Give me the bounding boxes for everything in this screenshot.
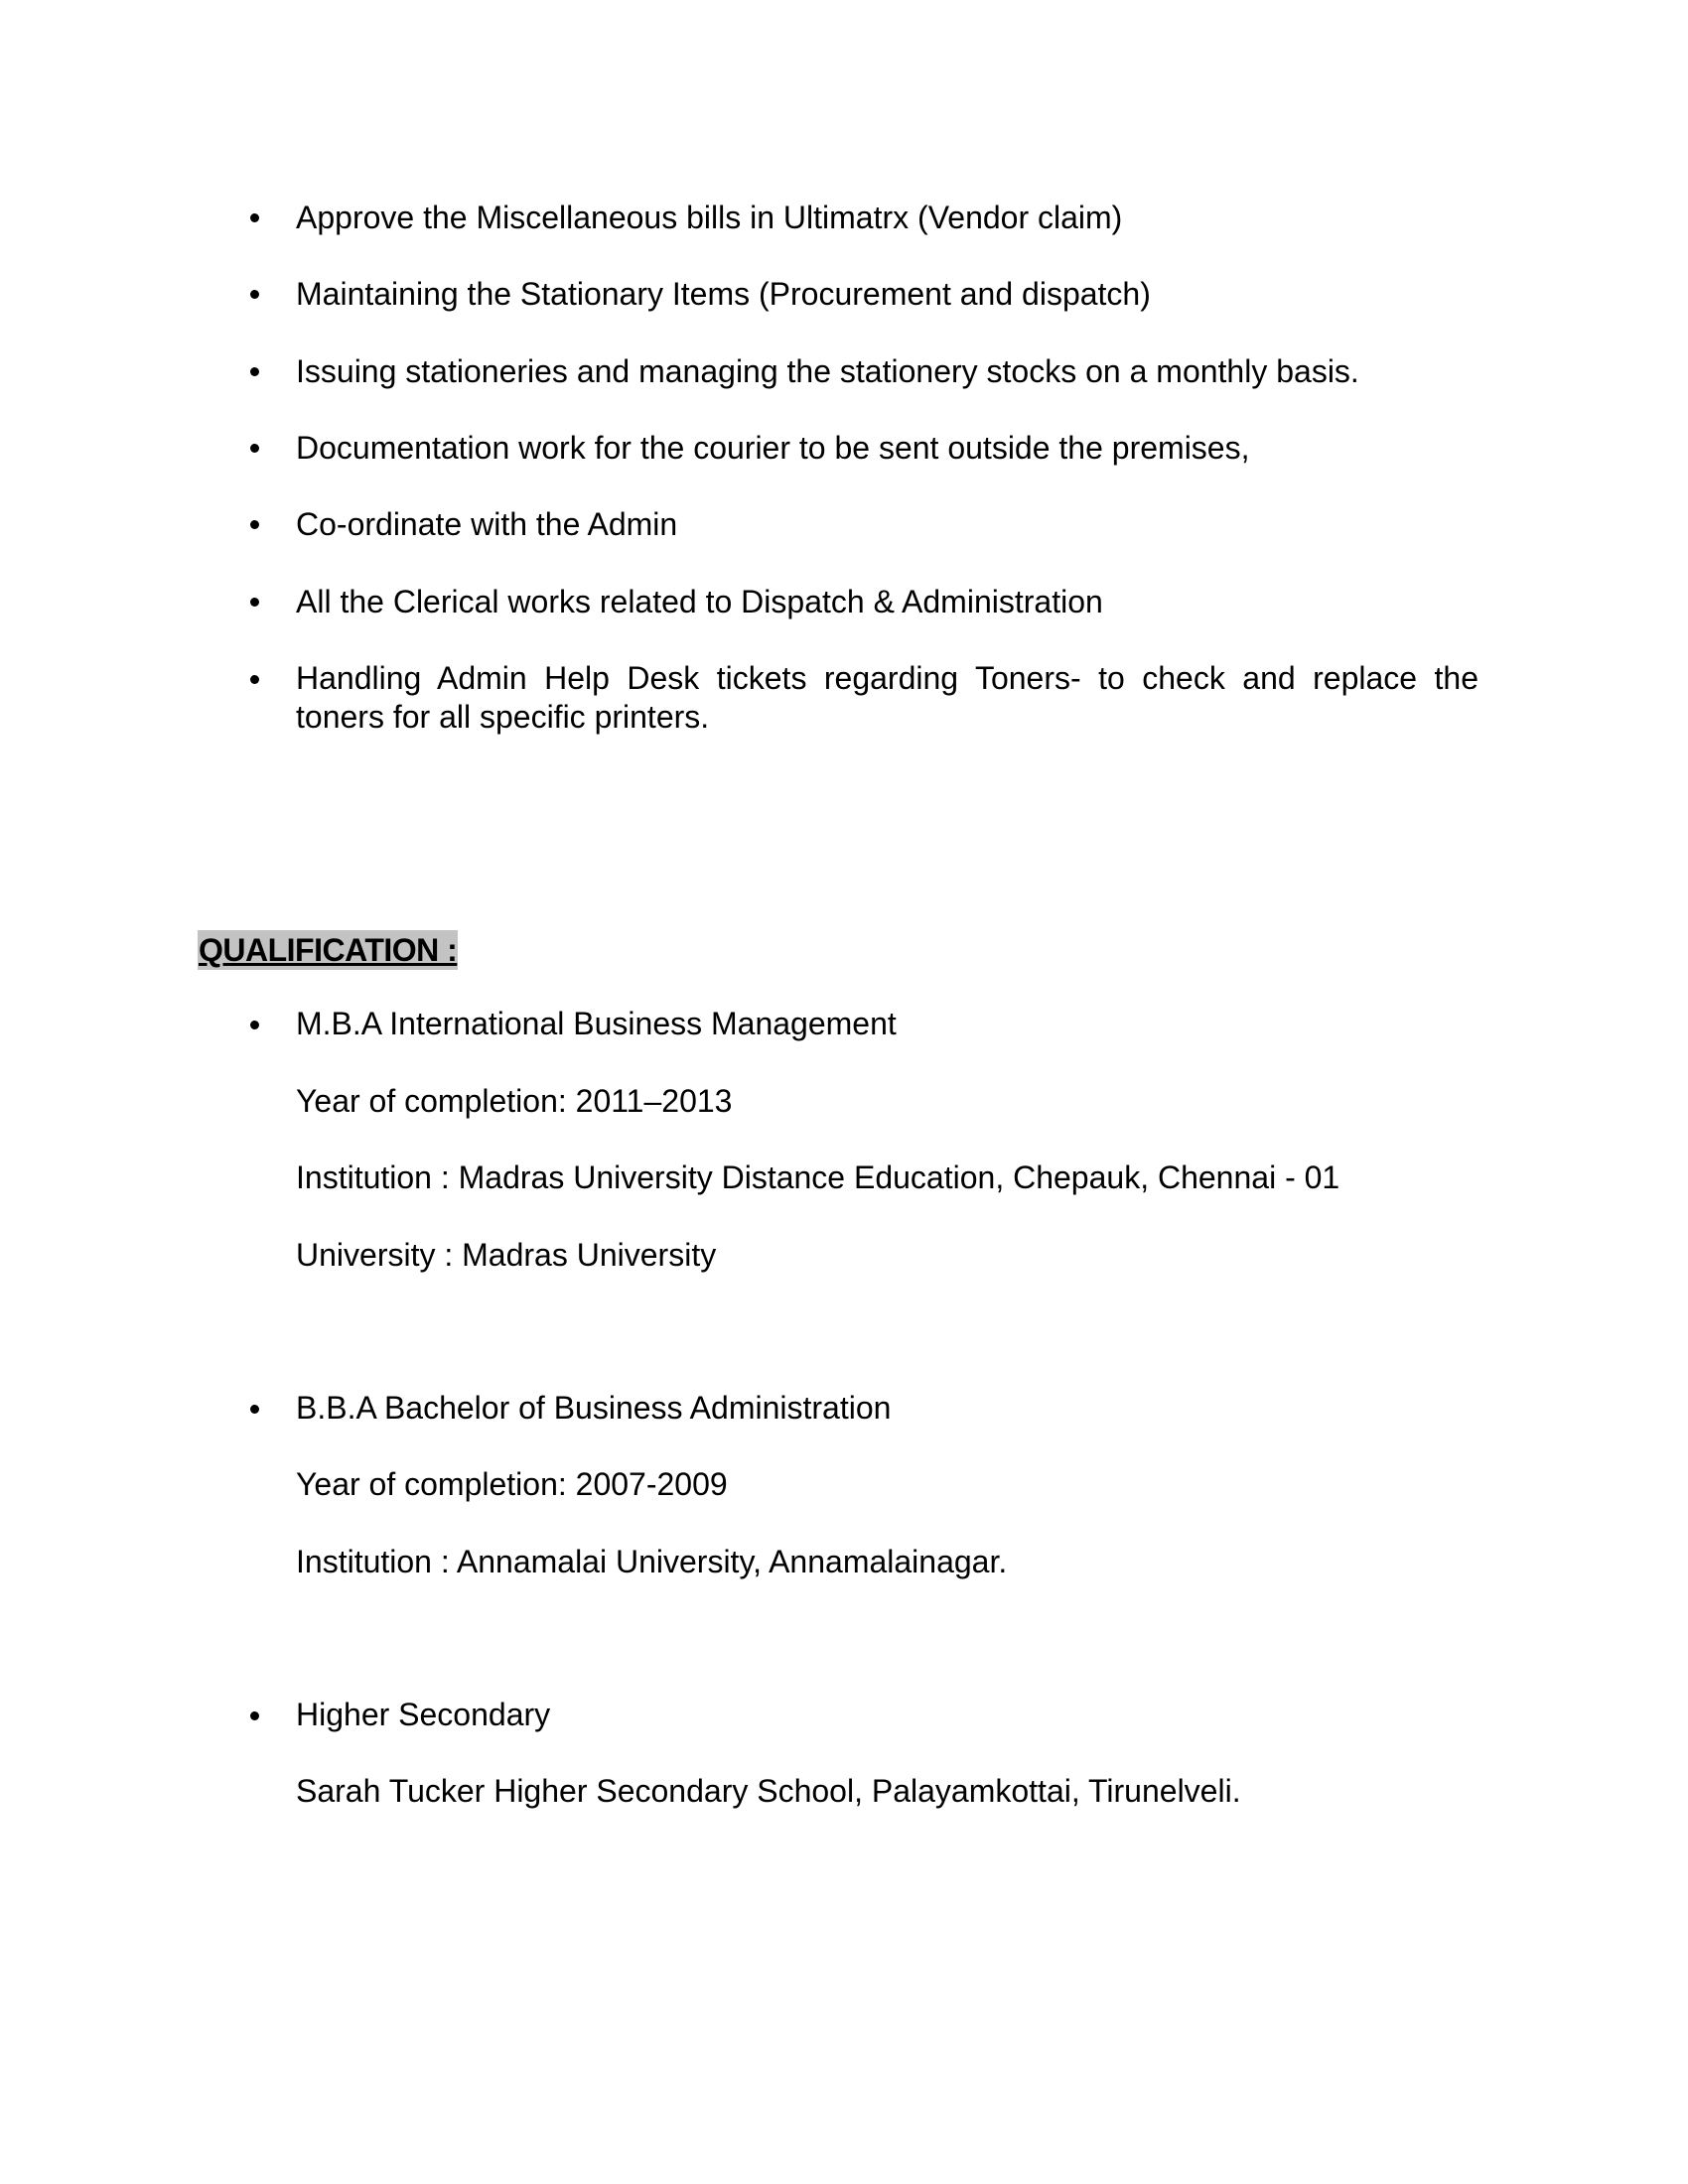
duty-item: All the Clerical works related to Dispatch & Administration xyxy=(296,584,1103,619)
duty-item: Issuing stationeries and managing the stationery stocks on a monthly basis. xyxy=(296,353,1359,389)
qualification-detail: Institution : Madras University Distance Education, Chepauk, Chennai - 01 xyxy=(296,1160,1340,1195)
duty-item: Approve the Miscellaneous bills in Ultimatrx (Vendor claim) xyxy=(296,200,1123,235)
bullet-icon xyxy=(250,1021,259,1029)
bullet-icon xyxy=(250,367,259,376)
duty-item: Handling Admin Help Desk tickets regarding Toners- to check and replace the toners for all specific printers. xyxy=(296,660,1478,735)
bullet-icon xyxy=(250,1405,259,1414)
qualification-detail: Sarah Tucker Higher Secondary School, Palayamkottai, Tirunelveli. xyxy=(296,1773,1241,1809)
qualification-heading: QUALIFICATION : xyxy=(199,932,458,968)
bullet-icon xyxy=(250,520,259,529)
bullet-icon xyxy=(250,444,259,453)
qualification-title: Higher Secondary xyxy=(296,1697,551,1732)
qualification-detail: University : Madras University xyxy=(296,1237,717,1273)
bullet-icon xyxy=(250,290,259,299)
bullet-icon xyxy=(250,598,259,607)
duty-item: Maintaining the Stationary Items (Procurement and dispatch) xyxy=(296,276,1151,312)
bullet-icon xyxy=(250,675,259,684)
qualification-detail: Institution : Annamalai University, Annamalainagar. xyxy=(296,1544,1008,1579)
qualification-title: M.B.A International Business Management xyxy=(296,1006,897,1041)
qualification-title: B.B.A Bachelor of Business Administration xyxy=(296,1390,892,1426)
bullet-icon xyxy=(250,213,259,222)
qualification-detail: Year of completion: 2007-2009 xyxy=(296,1466,728,1502)
qualification-detail: Year of completion: 2011–2013 xyxy=(296,1083,733,1119)
duty-item: Co-ordinate with the Admin xyxy=(296,506,678,542)
bullet-icon xyxy=(250,1711,259,1720)
duty-item: Documentation work for the courier to be sent outside the premises, xyxy=(296,430,1250,466)
